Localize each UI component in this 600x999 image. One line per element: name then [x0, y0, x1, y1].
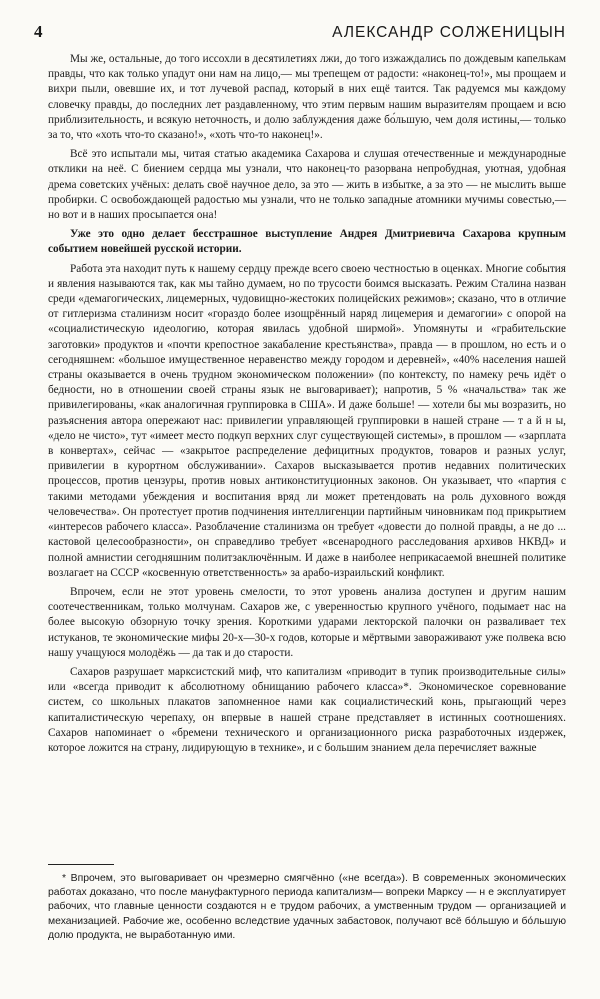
paragraph: Мы же, остальные, до того иссохли в десятилетиях лжи, до того изжаждались по дождевым капелькам правды, что как только упадут они нам на лицо,— мы трепещем от радости: «наконец-то!», мы прощаем и вихри пыли, овевшие их, и тот лучевой распад, который в них ещё таится. Так радуемся мы каждому словечку правды, до последних лет раздавленному, что этим первым нашим выразителям прощаем и всю приблизительность, и всякую неточность, и долю заблуждения даже бо́льшую, чем доля истины,— только за то, что «хоть что-то сказано!», «хоть что-то наконец!».: [48, 53, 566, 142]
paragraph: Сахаров разрушает марксистский миф, что капитализм «приводит в тупик производительные силы» или «всегда приводит к абсолютному обнищанию рабочего класса»*. Экономическое соревнование систем, со школьных плакатов запомненное нами как социалистический конь, прыгающий через капиталистическую черепаху, он впервые в нашей стране представляет в истинных соотношениях. Сахаров напоминает о «бремени технического и организационного риска разработочных издержек, которое ложится на страну, лидирующую в технике», и с большим знанием дела перечисляет важные: [48, 665, 566, 754]
paragraph: Работа эта находит путь к нашему сердцу прежде всего своею честностью в оценках. Многие события и явления называются так, как мы тайно думаем, но по трусости боимся высказать. Режим Сталина назван среди «демагогических, лицемерных, чудовищно-жестоких полицейских режимов»; сказано, что в отличие от гитлеризма сталинизм носит «гораздо более изощрённый наряд лицемерия и демагогии» с опорой на «социалистическую идеологию, которая явилась удобной ширмой». Упомянуты и «грабительские заготовки» продуктов и «почти крепостное закабаление крестьянства», правда — в прошлом, но есть и о сегодняшнем: «большое имущественное неравенство между городом и деревней», «40% населения нашей страны оказывается в очень трудном экономическом положении» (по контексту, по намеку речь идёт о бедности, но в отношении своей страны язык не выговаривает); напротив, 5 % «начальства» так же привилегированы, «как аналогичная группировка в США». И даже больше! — хотели бы мы возразить, но разъяснения автора опережают нас: привилегии управляющей группировки в нашей стране — т а й н ы, «дело не чисто», тут «имеет место подкуп верхних слуг существующей системы», в прошлом — «зарплата в конвертах», сейчас — «закрытое распределение дефицитных продуктов, товаров и разных услуг, привилегии в курортном обслуживании». Сахаров высказывается против недавних политических процессов, против цензуры, против новых антиконституционных законов. Он указывает, что «партия с такими методами убеждения и воспитания вряд ли может претендовать на роль духовного вождя человечества». Он протестует против подчинения интеллигенции партийным чиновникам под прикрытием «интересов рабочего класса». Разоблачение сталинизма он требует «довести до полной правды, а не до ... кастовой целесообразности», он справедливо требует «всенародного расследования архивов НКВД» и полной амнистии сегодняшним политзаключённым. И даже в наиболее неприкасаемой внешней политике возлагает на СССР «косвенную ответственность» за арабо-израильский конфликт.: [48, 262, 566, 579]
page-number: 4: [34, 22, 43, 41]
footnote: [48, 872, 566, 943]
footnote-text: * Впрочем, это выговаривает он чрезмерно смягчённо («не всегда»). В современных экономических работах доказано, что после мануфактурного периода капитализм— вопреки Марксу — н е эксплуатирует рабочих, что главные ценности создаются н е трудом рабочих, а умственным трудом — организацией и механизацией. Рабочие же, особенно вследствие удачных забастовок, получают всё бо́льшую и бо́льшую долю продукта, не выработанную ими.: [48, 873, 566, 941]
paragraph: Уже это одно делает бесстрашное выступление Андрея Дмитриевича Сахарова крупным событием новейшей русской истории.: [48, 228, 566, 256]
paragraph: Впрочем, если не этот уровень смелости, то этот уровень анализа доступен и другим нашим соотечественникам, только молчунам. Сахаров же, с уверенностью крупного учёного, подымает нас на более высокую обзорную точку зрения. Короткими ударами лекторской палочки он разваливает тех истуканов, те экономические мифы 20-х—30-х годов, которые и мёртвыми завораживают уже полвека всю нашу учащуюся молодёжь — да так и до старости.: [48, 585, 566, 659]
paragraph: Всё это испытали мы, читая статью академика Сахарова и слушая отечественные и международные отклики на неё. С биением сердца мы узнали, что наконец-то разорвана непробудная, уютная, удобная дрема советских учёных: делать своё научное дело, за это — жить в избытке, а за это — не мыслить выше пробирки. С освобождающей радостью мы узнали, что не только западные атомники мучимы совестью,— но вот и в наших просыпается она!: [48, 148, 566, 222]
article-body: [48, 52, 566, 760]
footnote-divider: [48, 864, 114, 865]
running-title: АЛЕКСАНДР СОЛЖЕНИЦЫН: [332, 24, 566, 41]
page-header: [34, 22, 566, 44]
